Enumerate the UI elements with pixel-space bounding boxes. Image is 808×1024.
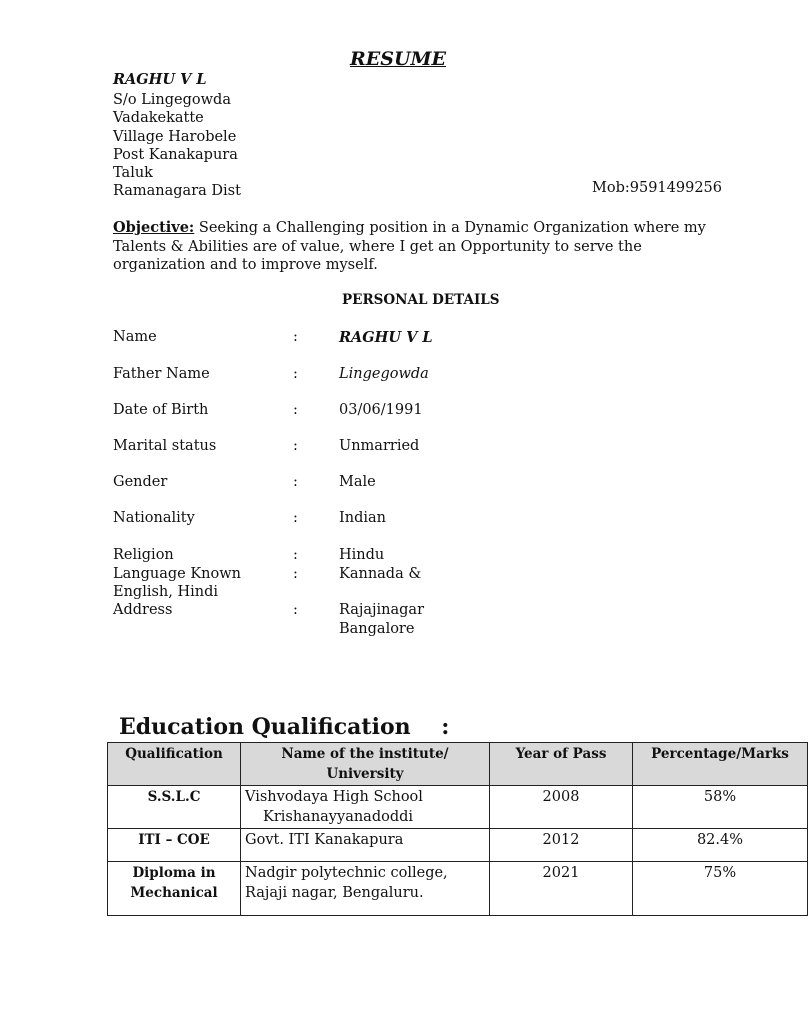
language-label: Language Known xyxy=(113,566,242,582)
father-name-label: Father Name xyxy=(113,366,210,382)
qualification-cell: ITI – COE xyxy=(108,829,241,862)
education-table xyxy=(107,742,808,916)
education-heading: Education Qualification : xyxy=(119,714,450,740)
religion-value: Hindu xyxy=(339,547,385,563)
nationality-label: Nationality xyxy=(113,510,195,526)
institute-line: Nadgir polytechnic college, xyxy=(245,865,448,881)
mobile-number: Mob:9591499256 xyxy=(592,180,722,196)
qualification-cell xyxy=(108,862,241,916)
colon: : xyxy=(293,329,298,345)
objective-label: Objective: xyxy=(113,219,195,236)
percentage-cell: 75% xyxy=(633,862,808,916)
address-line: Vadakekatte xyxy=(113,110,204,127)
objective-paragraph xyxy=(113,219,723,275)
gender-value: Male xyxy=(339,474,376,490)
language-value: Kannada & xyxy=(339,566,422,582)
religion-label: Religion xyxy=(113,547,174,563)
name-label: Name xyxy=(113,329,157,345)
colon: : xyxy=(293,366,298,382)
address-label: Address xyxy=(113,602,173,618)
postal-address xyxy=(113,91,241,201)
table-row xyxy=(108,786,808,829)
language-continued: English, Hindi xyxy=(113,584,219,600)
colon: : xyxy=(293,402,298,418)
marital-status-label: Marital status xyxy=(113,438,217,454)
address-line: S/o Lingegowda xyxy=(113,92,231,108)
institute-cell: Govt. ITI Kanakapura xyxy=(241,829,490,862)
address-line: Ramanagara Dist xyxy=(113,183,241,200)
qualification-line: Diploma in xyxy=(132,865,216,881)
colon: : xyxy=(293,566,298,582)
column-header: Name of the institute/ University xyxy=(241,743,490,786)
column-header: Qualification xyxy=(108,743,241,786)
institute-cell xyxy=(241,862,490,916)
colon: : xyxy=(293,438,298,454)
name-value: RAGHU V L xyxy=(339,329,433,346)
institute-line: Vishvodaya High School xyxy=(245,789,423,805)
address-value-line: Bangalore xyxy=(339,621,415,637)
year-cell: 2012 xyxy=(490,829,633,862)
qualification-cell: S.S.L.C xyxy=(108,786,241,829)
institute-line: Rajaji nagar, Bengaluru. xyxy=(245,885,424,901)
personal-details-heading: PERSONAL DETAILS xyxy=(342,292,500,308)
institute-cell xyxy=(241,786,490,829)
resume-title: RESUME xyxy=(349,48,447,70)
percentage-cell: 58% xyxy=(633,786,808,829)
column-header: Year of Pass xyxy=(490,743,633,786)
table-row xyxy=(108,829,808,862)
candidate-name: RAGHU V L xyxy=(113,71,207,88)
gender-label: Gender xyxy=(113,474,168,490)
colon: : xyxy=(293,474,298,490)
address-line: Taluk xyxy=(113,165,153,182)
column-header: Percentage/Marks xyxy=(633,743,808,786)
address-line: Post Kanakapura xyxy=(113,146,238,163)
address-value-line: Rajajinagar xyxy=(339,602,425,618)
colon: : xyxy=(293,510,298,526)
dob-value: 03/06/1991 xyxy=(339,402,423,418)
marital-status-value: Unmarried xyxy=(339,438,420,454)
colon: : xyxy=(293,547,298,563)
year-cell: 2008 xyxy=(490,786,633,829)
address-line: Village Harobele xyxy=(113,128,237,145)
table-row xyxy=(108,862,808,916)
percentage-cell: 82.4% xyxy=(633,829,808,862)
colon: : xyxy=(293,602,298,618)
year-cell: 2021 xyxy=(490,862,633,916)
objective-text: Seeking a Challenging position in a Dynamic Organization where my Talents & Abilities are of value, where I get an Opportunity to serve the organization and to improve myself. xyxy=(113,220,706,273)
nationality-value: Indian xyxy=(339,510,386,526)
dob-label: Date of Birth xyxy=(113,402,209,418)
table-header-row xyxy=(108,743,808,786)
father-name-value: Lingegowda xyxy=(339,366,429,382)
qualification-line: Mechanical xyxy=(130,885,218,901)
institute-line: Krishanayyanadoddi xyxy=(263,809,414,825)
